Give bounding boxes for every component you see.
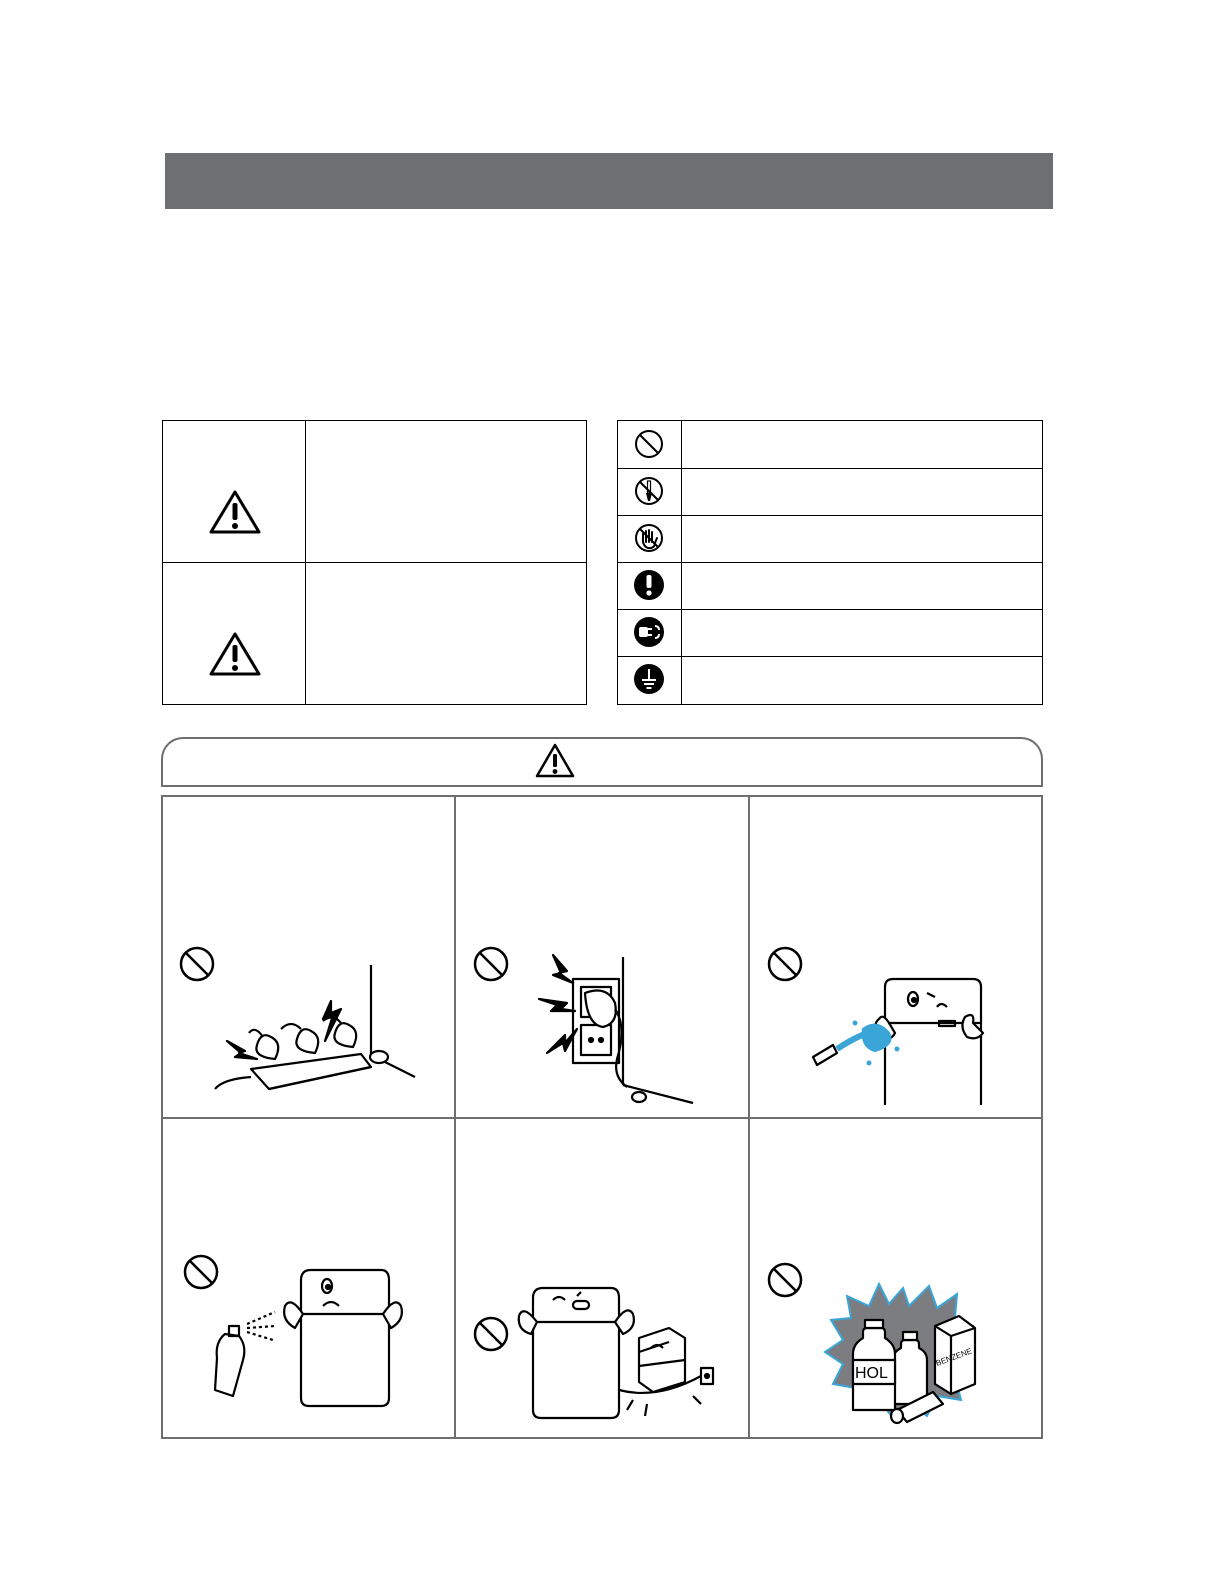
prohibited-icon	[769, 948, 801, 980]
panel-no-water-spray	[751, 797, 1043, 1117]
flammable-containers-illustration	[825, 1284, 975, 1423]
prohibited-icon	[769, 1264, 801, 1296]
refrigerator-outlet-illustration	[519, 1288, 713, 1418]
unplug-icon	[633, 616, 665, 648]
panel-no-multiple-plugs	[163, 797, 455, 1117]
alcohol-bottle-label: HOL	[855, 1365, 888, 1382]
refrigerator-spray-illustration	[215, 1270, 402, 1406]
refrigerator-water-illustration	[813, 979, 983, 1105]
panel-no-flammable-substances	[751, 1120, 1043, 1440]
ground-icon	[633, 663, 665, 695]
benzene-box-label: BENZENE	[934, 1346, 974, 1368]
power-strip-illustration	[215, 965, 415, 1089]
prohibited-icon	[475, 948, 507, 980]
wall-outlet-illustration	[539, 955, 693, 1103]
warning-triangle-icon	[209, 489, 261, 535]
warning-section-header	[161, 737, 1043, 787]
symbol-legend	[617, 420, 1043, 705]
mandatory-instruction-icon	[633, 569, 665, 601]
prohibited-icon	[181, 948, 213, 980]
section-header-bar	[165, 153, 1053, 209]
caution-triangle-icon	[209, 631, 261, 677]
prohibited-icon	[633, 428, 665, 460]
do-not-disassemble-icon	[633, 475, 665, 507]
warning-illustration-grid	[161, 795, 1043, 1439]
do-not-touch-icon	[633, 522, 665, 554]
prohibited-icon	[475, 1318, 507, 1350]
panel-no-shared-outlet	[457, 1120, 749, 1440]
panel-no-damaged-plug	[457, 797, 749, 1117]
warning-level-legend	[162, 420, 587, 705]
warning-triangle-icon	[535, 743, 575, 779]
prohibited-icon	[185, 1256, 217, 1288]
panel-no-flammable-spray	[163, 1120, 455, 1440]
